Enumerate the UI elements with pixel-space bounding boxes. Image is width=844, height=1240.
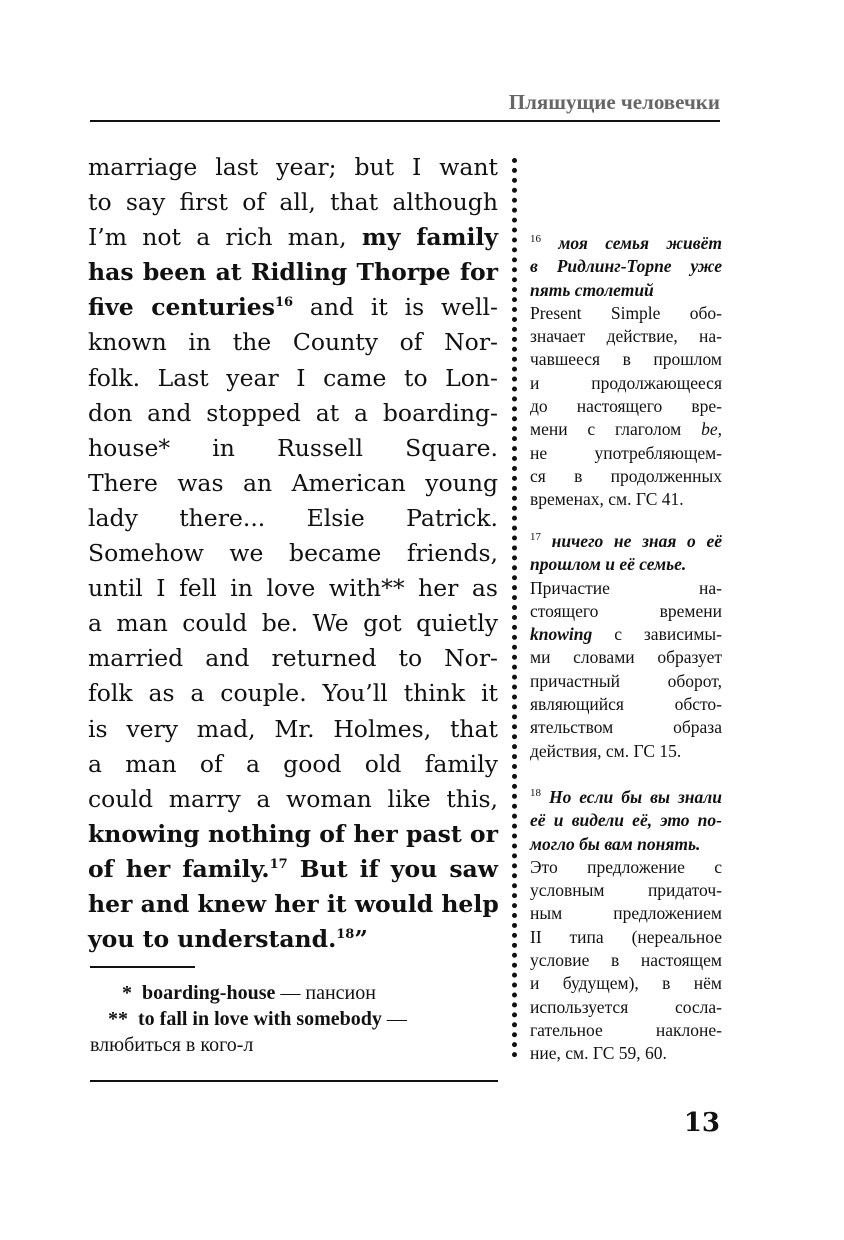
footnote-2-cont: влюбиться в кого-л — [90, 1034, 254, 1056]
text-line: don and stopped at a boarding- — [88, 398, 498, 427]
text-line: has been at Ridling Thorpe for — [88, 258, 498, 287]
note-number: 18 — [530, 787, 541, 800]
note-ref-17: 17 — [269, 857, 288, 873]
emphasis: my family — [361, 223, 498, 252]
text-line: known in the County of Nor- — [88, 328, 498, 357]
side-note-18: $^{18}$ Но если бы вы знали её и видели её, это по- могло бы вам понять. Это предложение с условным придаточ- ным предложением II типа (нереальное условие в настоящем и будущем), в нём используется сосла- гательное наклоне- ние, см. ГС 59, 60. — [530, 787, 722, 1064]
text-line: Somehow we became friends, — [88, 539, 498, 568]
main-text — [88, 150, 498, 957]
note-ref-16: 16 — [274, 295, 294, 311]
page-number: 13 — [683, 1108, 720, 1138]
text-line: folk as a couple. You’ll think it — [88, 679, 498, 708]
text-line: There was an American young — [88, 468, 498, 497]
footnote-2: ** to fall in love with somebody — — [108, 1008, 407, 1030]
text-line: her and knew her it would help — [88, 889, 499, 918]
text-line: a man of a good old family — [88, 749, 498, 778]
text-line: is very mad, Mr. Holmes, that — [88, 714, 498, 743]
footnote-rule — [90, 966, 195, 968]
text-line: married and returned to Nor- — [88, 644, 498, 673]
text-line: until I fell in love with** her as — [88, 574, 498, 603]
running-title: Пляшущие человечки — [508, 90, 720, 114]
text-line: folk. Last year I came to Lon- — [88, 363, 498, 392]
dotted-column-divider — [512, 158, 517, 1058]
text-line: I’m not a rich man, my family — [88, 223, 498, 252]
note-number: 17 — [530, 531, 541, 544]
text-line: knowing nothing of her past or — [88, 819, 498, 848]
text-line: marriage last year; but I want — [88, 153, 498, 181]
bottom-rule — [90, 1080, 498, 1082]
text-line: you to understand.$^{18}$” — [88, 925, 368, 954]
note-ref-18: 18 — [336, 927, 355, 943]
text-line: five centuries$^{16}$ and it is well- — [88, 293, 498, 322]
text-line: a man could be. We got quietly — [88, 609, 498, 638]
footnote-1: * boarding-house — пансион — [122, 982, 376, 1004]
text-line: could marry a woman like this, — [88, 784, 498, 813]
text-line: lady there... Elsie Patrick. — [88, 503, 498, 532]
text-line: to say first of all, that although — [88, 188, 498, 217]
footnotes — [90, 980, 500, 1058]
side-note-16: $^{16}$ моя семья живёт в Ридлинг-Торпе уже пять столетий Present Simple обо- значает действие, на- чавшееся в прошлом и продолжающееся до настоящего вре- мени с глаголом be, не употребляющем- ся в продолженных временах, см. ГС 41. — [530, 233, 722, 510]
header-rule — [90, 120, 720, 122]
note-number: 16 — [530, 233, 541, 246]
side-note-17: $^{17}$ ничего не зная о её прошлом и её семье. Причастие на- стоящего времени knowing с зависимы- ми словами образует причастный оборот, являющийся обсто- ятельством образа действия, см. ГС 15. — [530, 531, 722, 761]
text-line: house* in Russell Square. — [88, 433, 498, 462]
text-line: of her family.$^{17}$ But if you saw — [88, 854, 499, 883]
